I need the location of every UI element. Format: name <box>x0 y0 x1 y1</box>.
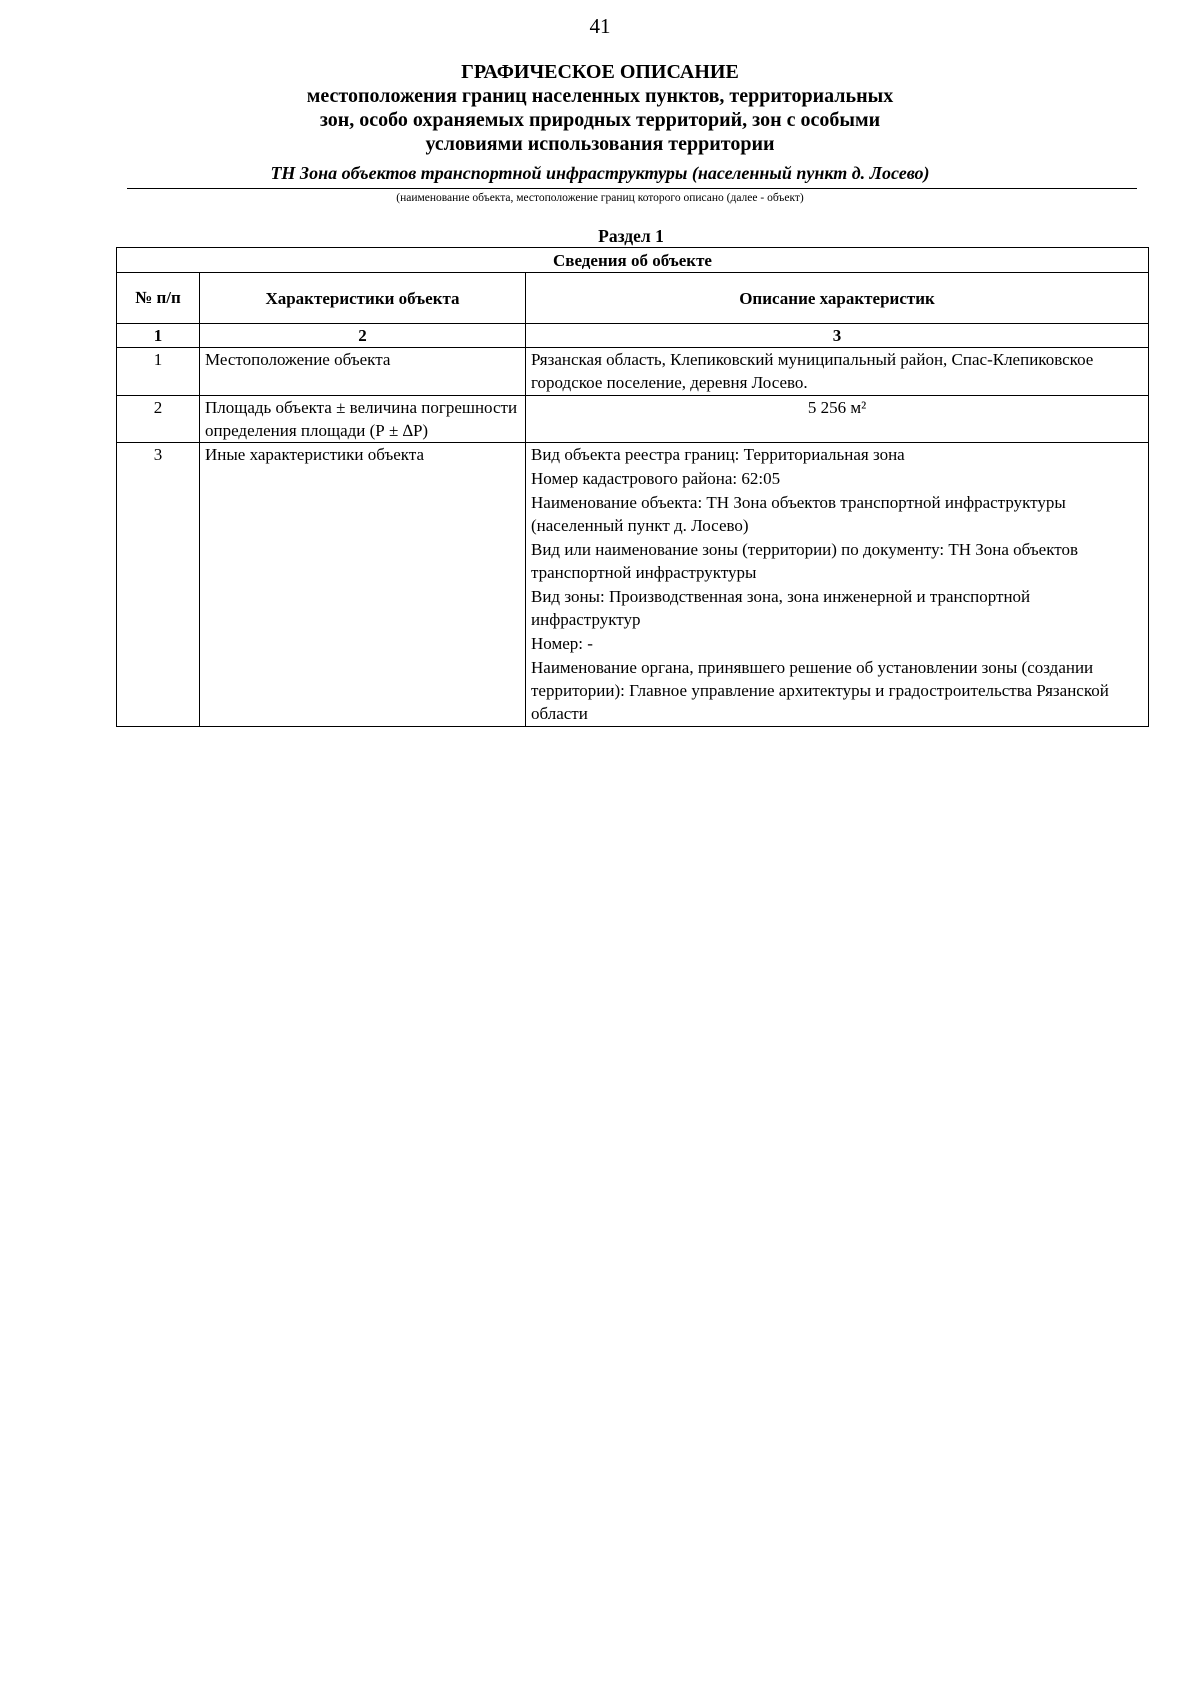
document-title <box>0 60 1200 156</box>
row-description <box>526 443 1149 727</box>
row-num: 2 <box>117 396 200 443</box>
description-line: Номер кадастрового района: 62:05 <box>531 469 781 488</box>
row-description <box>526 348 1149 396</box>
description-line: Вид зоны: Производственная зона, зона инженерной и транспортной инфраструктур <box>531 587 1031 629</box>
title-subtitle-line: зон, особо охраняемых природных территорий, зон с особыми <box>319 109 881 131</box>
header-characteristics: Характеристики объекта <box>200 273 526 324</box>
table-row <box>117 443 1149 727</box>
header-description: Описание характеристик <box>526 273 1149 324</box>
row-num: 3 <box>117 443 200 727</box>
column-number-row <box>117 324 1149 348</box>
table-caption: Сведения об объекте <box>117 248 1149 273</box>
row-num: 1 <box>117 348 200 396</box>
column-number: 2 <box>200 324 526 348</box>
description-line: Вид или наименование зоны (территории) по документу: ТН Зона объектов транспортной инфраструктуры <box>531 540 1078 582</box>
title-heading: ГРАФИЧЕСКОЕ ОПИСАНИЕ <box>461 61 739 83</box>
description-line: Рязанская область, Клепиковский муниципальный район, Спас-Клепиковское городское поселение, деревня Лосево. <box>531 350 1094 392</box>
table-row <box>117 396 1149 443</box>
section-label: Раздел 1 <box>598 226 664 246</box>
row-characteristic: Площадь объекта ± величина погрешности определения площади (Р ± ∆Р) <box>200 396 526 443</box>
row-characteristic: Иные характеристики объекта <box>200 443 526 727</box>
description-line: Вид объекта реестра границ: Территориальная зона <box>531 445 905 464</box>
title-subtitle-line: местоположения границ населенных пунктов, территориальных <box>306 85 894 107</box>
object-caption: (наименование объекта, местоположение границ которого описано (далее - объект) <box>396 192 804 204</box>
object-info-table <box>116 247 1149 727</box>
description-line: 5 256 м² <box>807 398 867 417</box>
description-line: Наименование объекта: ТН Зона объектов транспортной инфраструктуры (населенный пункт д. Лосево) <box>531 493 1066 535</box>
column-number: 1 <box>117 324 200 348</box>
object-name-underline <box>127 188 1137 189</box>
description-line: Наименование органа, принявшего решение об установлении зоны (создании территории): Главное управление архитектуры и градостроительства Рязанской области <box>531 658 1109 723</box>
row-characteristic: Местоположение объекта <box>200 348 526 396</box>
table-header-row <box>117 273 1149 324</box>
table-row <box>117 348 1149 396</box>
table-caption-row <box>117 248 1149 273</box>
row-description <box>526 396 1149 443</box>
column-number: 3 <box>526 324 1149 348</box>
object-name: ТН Зона объектов транспортной инфраструктуры (населенный пункт д. Лосево) <box>270 163 930 183</box>
page-number: 41 <box>589 14 611 38</box>
header-num: № п/п <box>117 273 200 324</box>
description-line: Номер: - <box>531 634 593 653</box>
title-subtitle-line: условиями использования территории <box>425 133 775 155</box>
